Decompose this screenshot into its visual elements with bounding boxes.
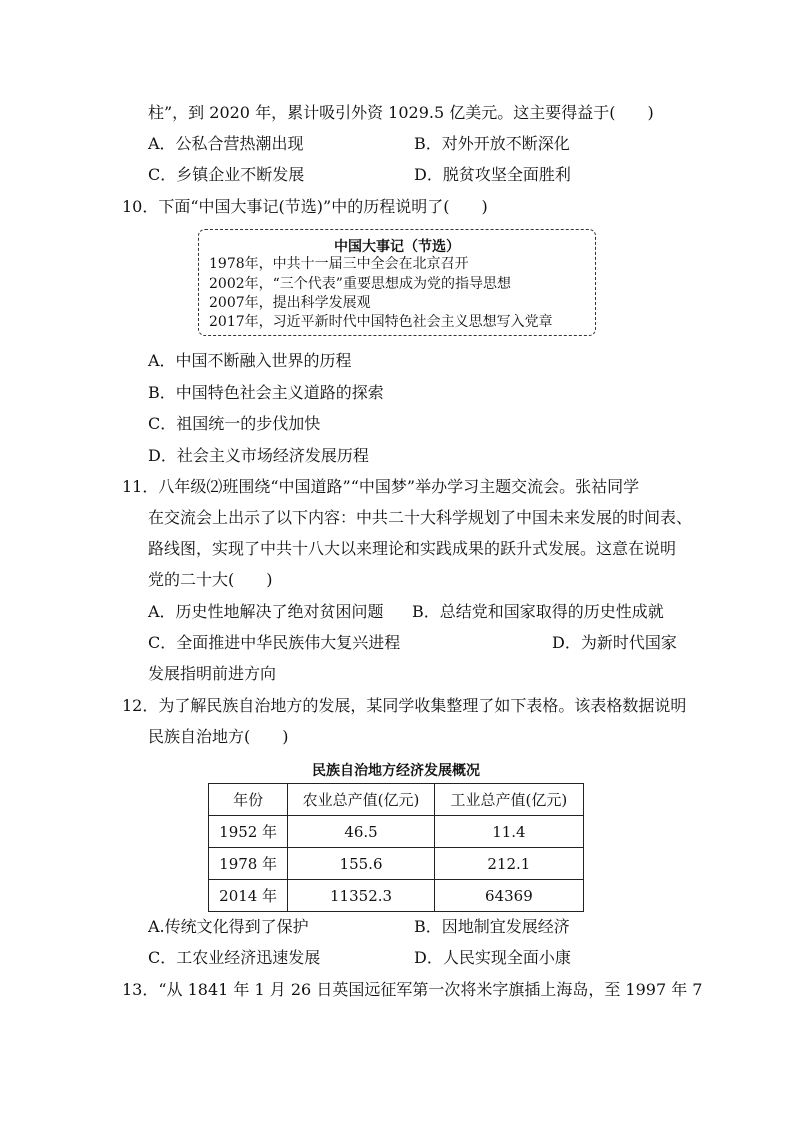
q12-stem-line: 民族自治地方( ) [148, 727, 289, 746]
q12-option-d: D．人民实现全面小康 [414, 948, 571, 967]
table-cell: 64369 [434, 880, 583, 912]
q12-option-c: C．工农业经济迅速发展 [148, 948, 321, 967]
q12-option-a: A.传统文化得到了保护 [148, 917, 309, 936]
table-cell: 212.1 [434, 848, 583, 880]
table-caption: 民族自治地方经济发展概况 [312, 763, 480, 779]
table-header-cell: 工业总产值(亿元) [434, 784, 583, 816]
q10-option-b: B．中国特色社会主义道路的探索 [148, 383, 384, 402]
table-cell: 1978 年 [209, 848, 288, 880]
table-cell: 11352.3 [288, 880, 435, 912]
table-cell: 2014 年 [209, 880, 288, 912]
q11-option-d-continued: 发展指明前进方向 [148, 664, 277, 683]
q9-option-a: A．公私合营热潮出现 [148, 134, 304, 153]
q10-stem: 10．下面“中国大事记(节选)”中的历程说明了( ) [122, 197, 488, 216]
table-header-row [209, 784, 584, 816]
q12-option-b: B．因地制宜发展经济 [414, 917, 570, 936]
table-row [209, 880, 584, 912]
q13-stem-start: 13．“从 1841 年 1 月 26 日英国远征军第一次将米字旗插上海岛，至 1997 年 7 [122, 980, 703, 999]
table-header-cell: 农业总产值(亿元) [288, 784, 435, 816]
event-item: 1978年，中共十一届三中全会在北京召开 [209, 256, 469, 272]
q11-stem-line: 路线图，实现了中共十八大以来理论和实践成果的跃升式发展。这意在说明 [148, 539, 677, 558]
table-header-cell: 年份 [209, 784, 288, 816]
q11-option-b: B．总结党和国家取得的历史性成就 [412, 602, 664, 621]
q10-option-d: D．社会主义市场经济发展历程 [148, 446, 369, 465]
event-item: 2007年，提出科学发展观 [209, 295, 371, 311]
table-row [209, 816, 584, 848]
q10-option-a: A．中国不断融入世界的历程 [148, 351, 352, 370]
q9-stem-tail: 柱”，到 2020 年，累计吸引外资 1029.5 亿美元。这主要得益于( ) [148, 103, 654, 122]
q9-option-b: B．对外开放不断深化 [414, 134, 570, 153]
q11-option-c: C．全面推进中华民族伟大复兴进程 [148, 633, 401, 652]
event-item: 2017年，习近平新时代中国特色社会主义思想写入党章 [209, 314, 553, 330]
q9-option-d: D．脱贫攻坚全面胜利 [414, 165, 571, 184]
q9-option-c: C．乡镇企业不断发展 [148, 165, 305, 184]
data-table [208, 783, 584, 912]
q11-option-a: A．历史性地解决了绝对贫困问题 [148, 602, 384, 621]
event-item: 2002年，“三个代表”重要思想成为党的指导思想 [209, 276, 511, 292]
q12-stem-line: 12．为了解民族自治地方的发展，某同学收集整理了如下表格。该表格数据说明 [122, 696, 687, 715]
table-cell: 46.5 [288, 816, 435, 848]
table-cell: 11.4 [434, 816, 583, 848]
q11-stem-line: 11．八年级⑵班围绕“中国道路”“中国梦”举办学习主题交流会。张祜同学 [122, 477, 640, 496]
q11-stem-line: 在交流会上出示了以下内容：中共二十大科学规划了中国未来发展的时间表、 [148, 508, 693, 527]
q11-option-d: D．为新时代国家 [552, 633, 677, 652]
table-cell: 1952 年 [209, 816, 288, 848]
table-row [209, 848, 584, 880]
q10-option-c: C．祖国统一的步伐加快 [148, 414, 321, 433]
events-box-title: 中国大事记（节选） [334, 239, 460, 255]
events-box [198, 229, 596, 336]
table-cell: 155.6 [288, 848, 435, 880]
q11-stem-line: 党的二十大( ) [148, 570, 273, 589]
